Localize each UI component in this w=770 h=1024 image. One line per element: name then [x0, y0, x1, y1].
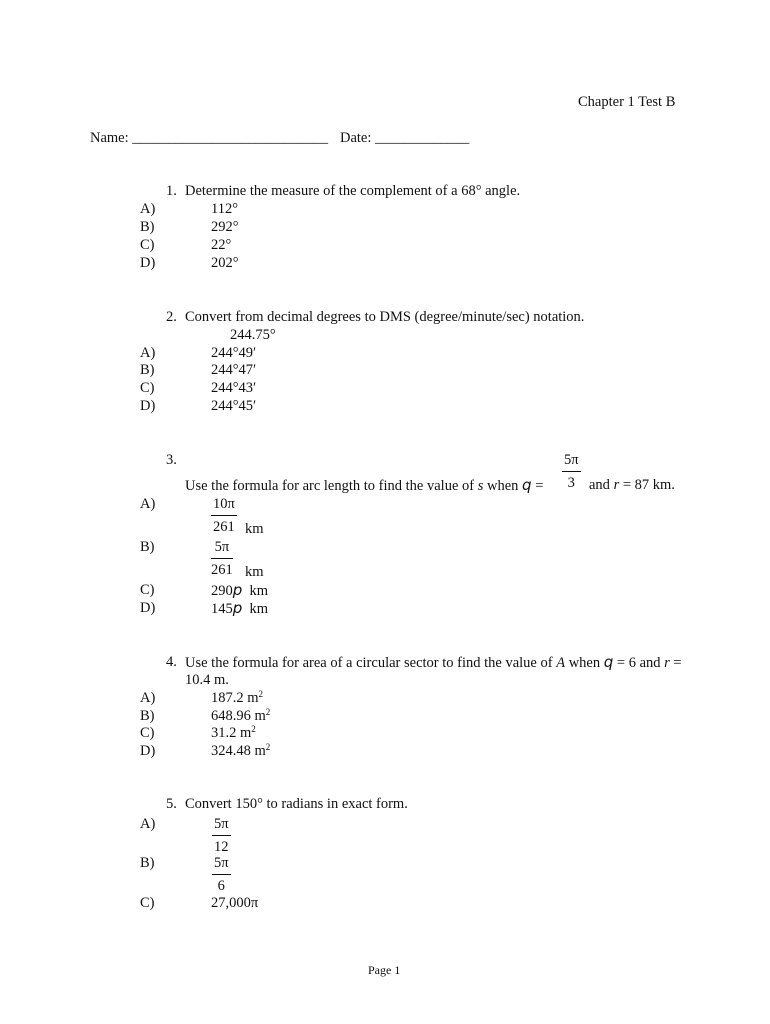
- choice-letter: C): [140, 380, 155, 396]
- choice-letter: D): [140, 743, 156, 759]
- question-text-part: when: [487, 478, 519, 494]
- question-text-line2: 10.4 m.: [185, 672, 229, 688]
- question-number: 1.: [166, 183, 177, 199]
- question-text-part: Use the formula for arc length to find the value of: [185, 478, 475, 494]
- question-number: 2.: [166, 309, 177, 325]
- choice-value: [211, 691, 263, 706]
- question-number: 5.: [166, 796, 177, 812]
- choice-value: [211, 726, 256, 741]
- question-number: 3.: [166, 452, 177, 468]
- question-text-part: = 6 and: [616, 655, 661, 671]
- choice-value: 22°: [211, 237, 232, 253]
- fraction-numerator: 5π: [212, 856, 231, 875]
- choice-value: 202°: [211, 255, 239, 271]
- question-text-part: Use the formula for area of a circular sector to find the value of: [185, 655, 553, 671]
- fraction-numerator: 5π: [562, 453, 581, 472]
- exponent: 2: [265, 742, 271, 752]
- exponent: 2: [258, 689, 264, 699]
- choice-letter: A): [140, 690, 156, 706]
- choice-value: 292°: [211, 219, 239, 235]
- choice-unit: km: [249, 601, 269, 617]
- fraction-denominator: 261: [213, 518, 235, 535]
- variable-s: s: [477, 478, 484, 494]
- question-text: [185, 655, 682, 671]
- question-text: Convert 150° to radians in exact form.: [185, 796, 408, 812]
- choice-number: 648.96 m: [211, 708, 266, 724]
- choice-letter: A): [140, 816, 156, 832]
- theta-symbol: q: [603, 653, 614, 671]
- theta-symbol: q: [522, 476, 532, 494]
- given-value: 244.75°: [230, 327, 276, 343]
- choice-number: 290: [211, 583, 233, 599]
- choice-value: 112°: [211, 201, 239, 217]
- pi-symbol: p: [232, 581, 243, 599]
- choice-value: [211, 601, 268, 617]
- choice-value: [211, 583, 268, 599]
- theta-fraction: [562, 453, 581, 490]
- choice-letter: C): [140, 725, 155, 741]
- choice-value: [211, 744, 270, 759]
- choice-letter: C): [140, 582, 155, 598]
- choice-letter: C): [140, 895, 155, 911]
- variable-r: r: [613, 477, 620, 493]
- test-title: Chapter 1 Test B: [578, 94, 676, 110]
- choice-letter: B): [140, 219, 155, 235]
- choice-letter: A): [140, 496, 156, 512]
- choice-letter: B): [140, 855, 155, 871]
- choice-number: 324.48 m: [211, 743, 266, 759]
- question-number: 4.: [166, 654, 177, 670]
- choice-letter: B): [140, 539, 155, 555]
- fraction-numerator: 10π: [211, 497, 237, 516]
- name-field-label: Name: ___________________________: [90, 130, 329, 146]
- choice-number: 145: [211, 601, 233, 617]
- choice-letter: D): [140, 600, 156, 616]
- variable-A: A: [556, 655, 566, 671]
- equals-sign: =: [535, 478, 544, 494]
- fraction-denominator: 12: [214, 838, 229, 855]
- question-text: [185, 478, 543, 494]
- fraction-denominator: 261: [211, 561, 233, 578]
- exponent: 2: [251, 724, 256, 734]
- choice-letter: C): [140, 237, 155, 253]
- question-text-tail: [589, 478, 675, 493]
- choice-letter: D): [140, 255, 156, 271]
- choice-fraction: [212, 856, 231, 893]
- choice-fraction: [211, 540, 233, 577]
- choice-value: 244°43′: [211, 380, 257, 396]
- fraction-denominator: 6: [217, 877, 225, 894]
- question-text-part: = 87 km.: [622, 477, 675, 493]
- date-field-label: Date: _____________: [340, 130, 470, 146]
- choice-value: 27,000π: [211, 895, 259, 911]
- fraction-denominator: 3: [567, 474, 575, 491]
- choice-value: 244°47′: [211, 362, 257, 378]
- choice-letter: D): [140, 398, 156, 414]
- question-text: Convert from decimal degrees to DMS (degree/minute/sec) notation.: [185, 309, 585, 325]
- choice-letter: B): [140, 708, 155, 724]
- choice-unit: km: [249, 583, 269, 599]
- question-text-part: and: [589, 477, 610, 493]
- question-text-part: when: [568, 655, 601, 671]
- choice-value: [211, 709, 270, 724]
- choice-value: 244°45′: [211, 398, 257, 414]
- choice-value: 244°49′: [211, 345, 257, 361]
- choice-number: 187.2 m: [211, 690, 259, 706]
- fraction-numerator: 5π: [211, 540, 233, 559]
- equals-sign: =: [673, 655, 682, 671]
- pi-symbol: p: [232, 599, 243, 617]
- choice-fraction: [211, 497, 237, 534]
- variable-r: r: [664, 655, 670, 671]
- page-number: Page 1: [368, 963, 401, 977]
- choice-letter: B): [140, 362, 155, 378]
- fraction-numerator: 5π: [212, 817, 231, 836]
- choice-letter: A): [140, 201, 156, 217]
- choice-letter: A): [140, 345, 156, 361]
- choice-number: 31.2 m: [211, 725, 252, 741]
- choice-unit: km: [245, 521, 264, 537]
- choice-fraction: [212, 817, 231, 854]
- exponent: 2: [265, 707, 271, 717]
- choice-unit: km: [245, 564, 264, 580]
- question-text: Determine the measure of the complement of a 68° angle.: [185, 183, 521, 199]
